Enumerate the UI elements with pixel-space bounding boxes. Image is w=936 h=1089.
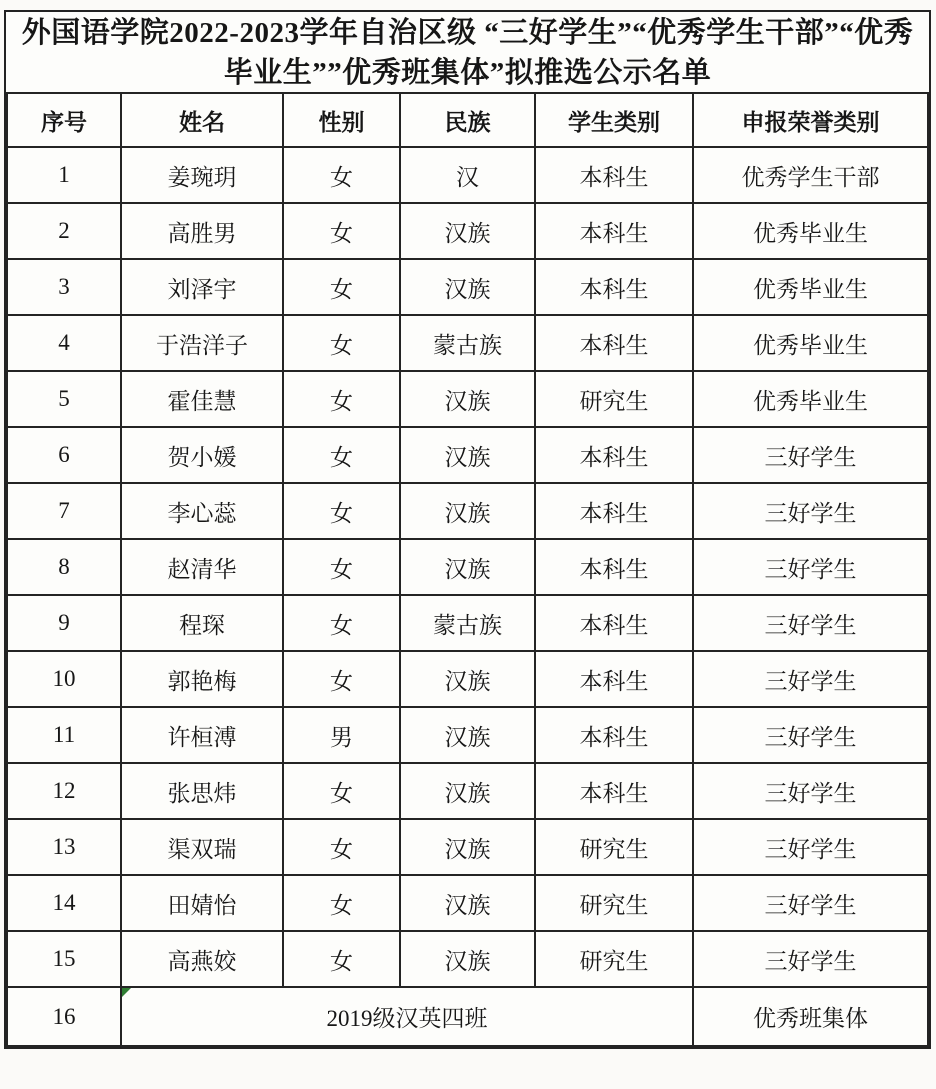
cell-honor: 三好学生 xyxy=(693,763,928,819)
cell-name: 姜琬玥 xyxy=(121,147,283,203)
cell-honor: 三好学生 xyxy=(693,875,928,931)
table-row xyxy=(7,539,928,595)
cell-ethnicity: 汉族 xyxy=(400,651,535,707)
cell-serial: 16 xyxy=(7,987,121,1046)
cell-name: 刘泽宇 xyxy=(121,259,283,315)
cell-class-name xyxy=(121,987,693,1046)
table-row xyxy=(7,875,928,931)
table-row xyxy=(7,819,928,875)
cell-honor: 三好学生 xyxy=(693,539,928,595)
cell-gender: 女 xyxy=(283,819,400,875)
header-category: 学生类别 xyxy=(535,93,693,147)
cell-gender: 女 xyxy=(283,259,400,315)
cell-honor: 优秀毕业生 xyxy=(693,259,928,315)
cell-serial: 13 xyxy=(7,819,121,875)
cell-gender: 女 xyxy=(283,763,400,819)
document-title: 外国语学院2022-2023学年自治区级 “三好学生”“优秀学生干部”“优秀毕业生””优秀班集体”拟推选公示名单 xyxy=(21,17,914,89)
cell-name: 程琛 xyxy=(121,595,283,651)
table-row xyxy=(7,371,928,427)
cell-honor: 三好学生 xyxy=(693,931,928,987)
cell-serial: 12 xyxy=(7,763,121,819)
cell-ethnicity: 蒙古族 xyxy=(400,595,535,651)
cell-category: 本科生 xyxy=(535,315,693,371)
cell-ethnicity: 汉族 xyxy=(400,203,535,259)
cell-category: 本科生 xyxy=(535,203,693,259)
header-ethnicity: 民族 xyxy=(400,93,535,147)
table-row xyxy=(7,707,928,763)
class-name-label: 2019级汉英四班 xyxy=(326,1006,488,1031)
cell-category: 本科生 xyxy=(535,763,693,819)
cell-category: 本科生 xyxy=(535,595,693,651)
cell-name: 高胜男 xyxy=(121,203,283,259)
table-row xyxy=(7,259,928,315)
cell-gender: 女 xyxy=(283,371,400,427)
cell-serial: 11 xyxy=(7,707,121,763)
cell-category: 研究生 xyxy=(535,875,693,931)
cell-name: 渠双瑞 xyxy=(121,819,283,875)
table-row xyxy=(7,427,928,483)
cell-ethnicity: 汉族 xyxy=(400,483,535,539)
cell-ethnicity: 汉族 xyxy=(400,931,535,987)
cell-name: 霍佳慧 xyxy=(121,371,283,427)
cell-category: 研究生 xyxy=(535,931,693,987)
cell-honor: 三好学生 xyxy=(693,427,928,483)
header-serial: 序号 xyxy=(7,93,121,147)
cell-gender: 女 xyxy=(283,875,400,931)
cell-name: 田婧怡 xyxy=(121,875,283,931)
table-row xyxy=(7,315,928,371)
table-row xyxy=(7,483,928,539)
cell-ethnicity: 汉族 xyxy=(400,819,535,875)
table-row xyxy=(7,203,928,259)
cell-serial: 2 xyxy=(7,203,121,259)
cell-serial: 14 xyxy=(7,875,121,931)
cell-gender: 女 xyxy=(283,147,400,203)
header-name: 姓名 xyxy=(121,93,283,147)
table-row xyxy=(7,931,928,987)
cell-name: 许桓溥 xyxy=(121,707,283,763)
cell-category: 本科生 xyxy=(535,707,693,763)
cell-serial: 1 xyxy=(7,147,121,203)
cell-serial: 15 xyxy=(7,931,121,987)
cell-serial: 3 xyxy=(7,259,121,315)
cell-name: 赵清华 xyxy=(121,539,283,595)
cell-category: 本科生 xyxy=(535,651,693,707)
cell-gender: 女 xyxy=(283,483,400,539)
cell-category: 研究生 xyxy=(535,819,693,875)
cell-gender: 女 xyxy=(283,203,400,259)
cell-honor: 三好学生 xyxy=(693,651,928,707)
cell-gender: 女 xyxy=(283,931,400,987)
cell-honor: 三好学生 xyxy=(693,819,928,875)
cell-category: 研究生 xyxy=(535,371,693,427)
cell-serial: 7 xyxy=(7,483,121,539)
cell-name: 张思炜 xyxy=(121,763,283,819)
cell-gender: 女 xyxy=(283,427,400,483)
header-gender: 性别 xyxy=(283,93,400,147)
cell-ethnicity: 汉族 xyxy=(400,875,535,931)
cell-serial: 6 xyxy=(7,427,121,483)
cell-gender: 女 xyxy=(283,651,400,707)
cell-category: 本科生 xyxy=(535,427,693,483)
cell-honor: 优秀毕业生 xyxy=(693,371,928,427)
honor-roll-table xyxy=(6,92,929,1047)
cell-ethnicity: 汉族 xyxy=(400,763,535,819)
cell-name: 贺小媛 xyxy=(121,427,283,483)
cell-ethnicity: 汉族 xyxy=(400,371,535,427)
cell-name: 高燕姣 xyxy=(121,931,283,987)
cell-name: 李心蕊 xyxy=(121,483,283,539)
cell-honor: 优秀班集体 xyxy=(693,987,928,1046)
cell-ethnicity: 汉族 xyxy=(400,259,535,315)
cell-ethnicity: 蒙古族 xyxy=(400,315,535,371)
announcement-document xyxy=(4,10,931,1049)
cell-category: 本科生 xyxy=(535,483,693,539)
cell-serial: 10 xyxy=(7,651,121,707)
table-row xyxy=(7,651,928,707)
cell-category: 本科生 xyxy=(535,147,693,203)
cell-serial: 9 xyxy=(7,595,121,651)
cell-category: 本科生 xyxy=(535,539,693,595)
cell-gender: 女 xyxy=(283,315,400,371)
cell-serial: 4 xyxy=(7,315,121,371)
table-row xyxy=(7,147,928,203)
cell-gender: 女 xyxy=(283,595,400,651)
header-honor: 申报荣誉类别 xyxy=(693,93,928,147)
cell-honor: 优秀学生干部 xyxy=(693,147,928,203)
cell-serial: 8 xyxy=(7,539,121,595)
table-row-class-collective xyxy=(7,987,928,1046)
cell-gender: 女 xyxy=(283,539,400,595)
cell-honor: 优秀毕业生 xyxy=(693,315,928,371)
cell-honor: 三好学生 xyxy=(693,483,928,539)
cell-gender: 男 xyxy=(283,707,400,763)
cell-category: 本科生 xyxy=(535,259,693,315)
cell-honor: 三好学生 xyxy=(693,707,928,763)
cell-ethnicity: 汉族 xyxy=(400,427,535,483)
cell-corner-marker-icon xyxy=(122,988,131,997)
cell-name: 郭艳梅 xyxy=(121,651,283,707)
cell-name: 于浩洋子 xyxy=(121,315,283,371)
cell-honor: 优秀毕业生 xyxy=(693,203,928,259)
cell-serial: 5 xyxy=(7,371,121,427)
cell-honor: 三好学生 xyxy=(693,595,928,651)
cell-ethnicity: 汉族 xyxy=(400,707,535,763)
cell-ethnicity: 汉族 xyxy=(400,539,535,595)
table-row xyxy=(7,763,928,819)
cell-ethnicity: 汉 xyxy=(400,147,535,203)
table-row xyxy=(7,595,928,651)
table-header-row xyxy=(7,93,928,147)
